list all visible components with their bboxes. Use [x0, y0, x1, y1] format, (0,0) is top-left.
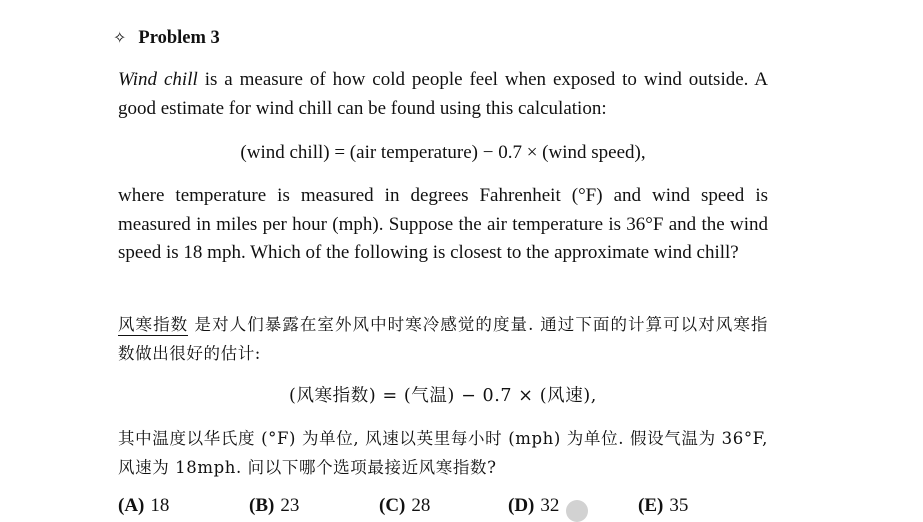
choice-value: 18 — [150, 495, 170, 516]
choice-b[interactable] — [249, 494, 299, 518]
choice-value: 32 — [540, 495, 560, 516]
choice-a[interactable] — [118, 494, 169, 518]
choice-label: (E) — [638, 495, 664, 516]
choice-value: 35 — [669, 495, 689, 516]
choice-label: (B) — [249, 495, 275, 516]
english-question: where temperature is measured in degrees Fahrenheit (°F) and wind speed is measured in miles per hour (mph). Suppose the air temperature is 36°F and the wind speed is 18 mph. Which of the following is closest to the approximate wind chill? — [118, 185, 768, 263]
problem-heading — [113, 27, 220, 49]
choice-label: (C) — [379, 495, 406, 516]
english-formula: (wind chill) = (air temperature) − 0.7 × (wind speed), — [240, 142, 646, 163]
chinese-question: 其中温度以华氏度 (°F) 为单位, 风速以英里每小时 (mph) 为单位. 假设气温为 36°F, 风速为 18mph. 问以下哪个选项最接近风寒指数? — [118, 429, 768, 477]
english-intro — [118, 66, 768, 123]
chinese-intro-text: 是对人们暴露在室外风中时寒冷感觉的度量. 通过下面的计算可以对风寒指数做出很好的估计: — [118, 315, 769, 363]
choice-value: 28 — [411, 495, 431, 516]
choice-d[interactable] — [508, 494, 559, 518]
problem-title: Problem 3 — [138, 28, 220, 48]
choice-c[interactable] — [379, 494, 430, 518]
choice-label: (A) — [118, 495, 145, 516]
choice-e[interactable] — [638, 494, 688, 518]
choice-label: (D) — [508, 495, 535, 516]
english-term: Wind chill — [118, 69, 198, 90]
chinese-formula: (风寒指数) = (气温) − 0.7 × (风速), — [289, 386, 597, 406]
watermark-logo-icon — [566, 500, 588, 522]
choice-value: 23 — [280, 495, 300, 516]
four-pointed-star-icon: ✧ — [113, 28, 127, 47]
english-intro-text: is a measure of how cold people feel when exposed to wind outside. A good estimate for wind chill can be found using this calculation: — [118, 69, 768, 119]
chinese-intro — [118, 311, 768, 368]
chinese-term: 风寒指数 — [118, 315, 189, 334]
